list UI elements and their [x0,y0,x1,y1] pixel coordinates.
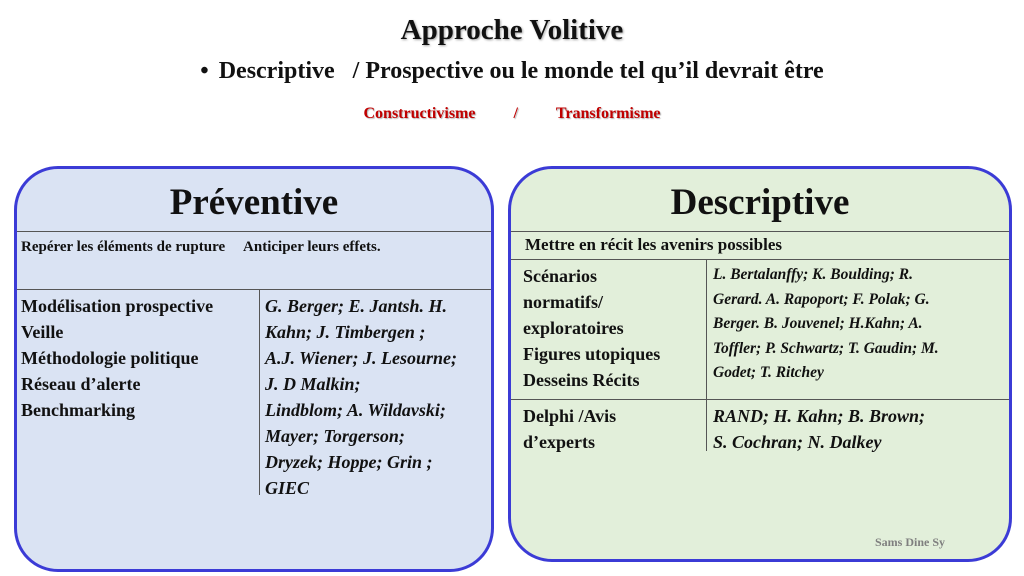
column-divider [706,259,707,399]
subtitle-text: Descriptive / Prospective ou le monde tel qu’il devrait être [218,58,824,84]
list-item: Veille [21,322,64,342]
list-item: d’experts [523,432,595,452]
delphi-authors-list [713,403,925,455]
author-line: Godet; T. Ritchey [713,364,824,381]
author-signature: Sams Dine Sy [874,535,945,549]
author-line: Mayer; Torgerson; [265,426,405,446]
panel-divider [511,399,1009,400]
bullet-icon: • [200,58,209,84]
scenario-authors-list [713,263,1003,386]
author-line: RAND; H. Kahn; B. Brown; [713,406,926,426]
author-line: G. Berger; E. Jantsh. H. [265,296,448,316]
panel-divider [17,231,491,232]
preventive-methods-list [21,293,213,423]
list-item: Benchmarking [21,400,136,420]
descriptive-panel-title: Descriptive [670,182,850,223]
panel-divider [17,289,491,290]
author-line: Gerard. A. Rapoport; F. Polak; G. [713,290,930,308]
author-line: Toffler; P. Schwartz; T. Gaudin; M. [713,339,939,357]
list-item: normatifs/ [523,292,603,312]
author-line: L. Bertalanffy; K. Boulding; R. [713,266,913,283]
list-item: Delphi /Avis [523,406,617,426]
preventive-panel [14,166,494,572]
list-item: Réseau d’alerte [21,374,141,394]
author-line: J. D Malkin; [265,374,361,394]
author-line: A.J. Wiener; J. Lesourne; [265,348,458,368]
preventive-authors-list [265,293,493,501]
paradigm-constructivism: Constructivisme [363,105,476,122]
descriptive-panel [508,166,1012,562]
panel-divider [511,259,1009,260]
delphi-method-list [523,403,616,455]
author-line: Dryzek; Hoppe; Grin ; [265,452,433,472]
preventive-header-text: Repérer les éléments de rupture Anticiper leurs effets. [21,239,381,255]
slide-subtitle [0,58,1024,85]
list-item: Figures utopiques [523,344,661,364]
column-divider [259,289,260,495]
author-line: Berger. B. Jouvenel; H.Kahn; A. [713,315,923,332]
slide-title: Approche Volitive [400,14,624,46]
list-item: Desseins Récits [523,370,640,390]
list-item: exploratoires [523,318,624,338]
author-line: Kahn; J. Timbergen ; [265,322,426,342]
preventive-panel-title: Préventive [169,182,339,223]
author-line: GIEC [265,478,310,498]
list-item: Modélisation prospective [21,296,214,316]
scenario-types-list [523,263,660,393]
author-line: Lindblom; A. Wildavski; [265,400,446,420]
list-item: Méthodologie politique [21,348,199,368]
list-item: Scénarios [523,266,597,286]
descriptive-header-text: Mettre en récit les avenirs possibles [525,235,782,254]
column-divider [706,399,707,451]
paradigm-separator: / [513,105,518,122]
panel-divider [511,231,1009,232]
paradigm-transformism: Transformisme [555,105,661,122]
author-line: S. Cochran; N. Dalkey [713,432,882,452]
paradigm-labels [0,105,1024,123]
